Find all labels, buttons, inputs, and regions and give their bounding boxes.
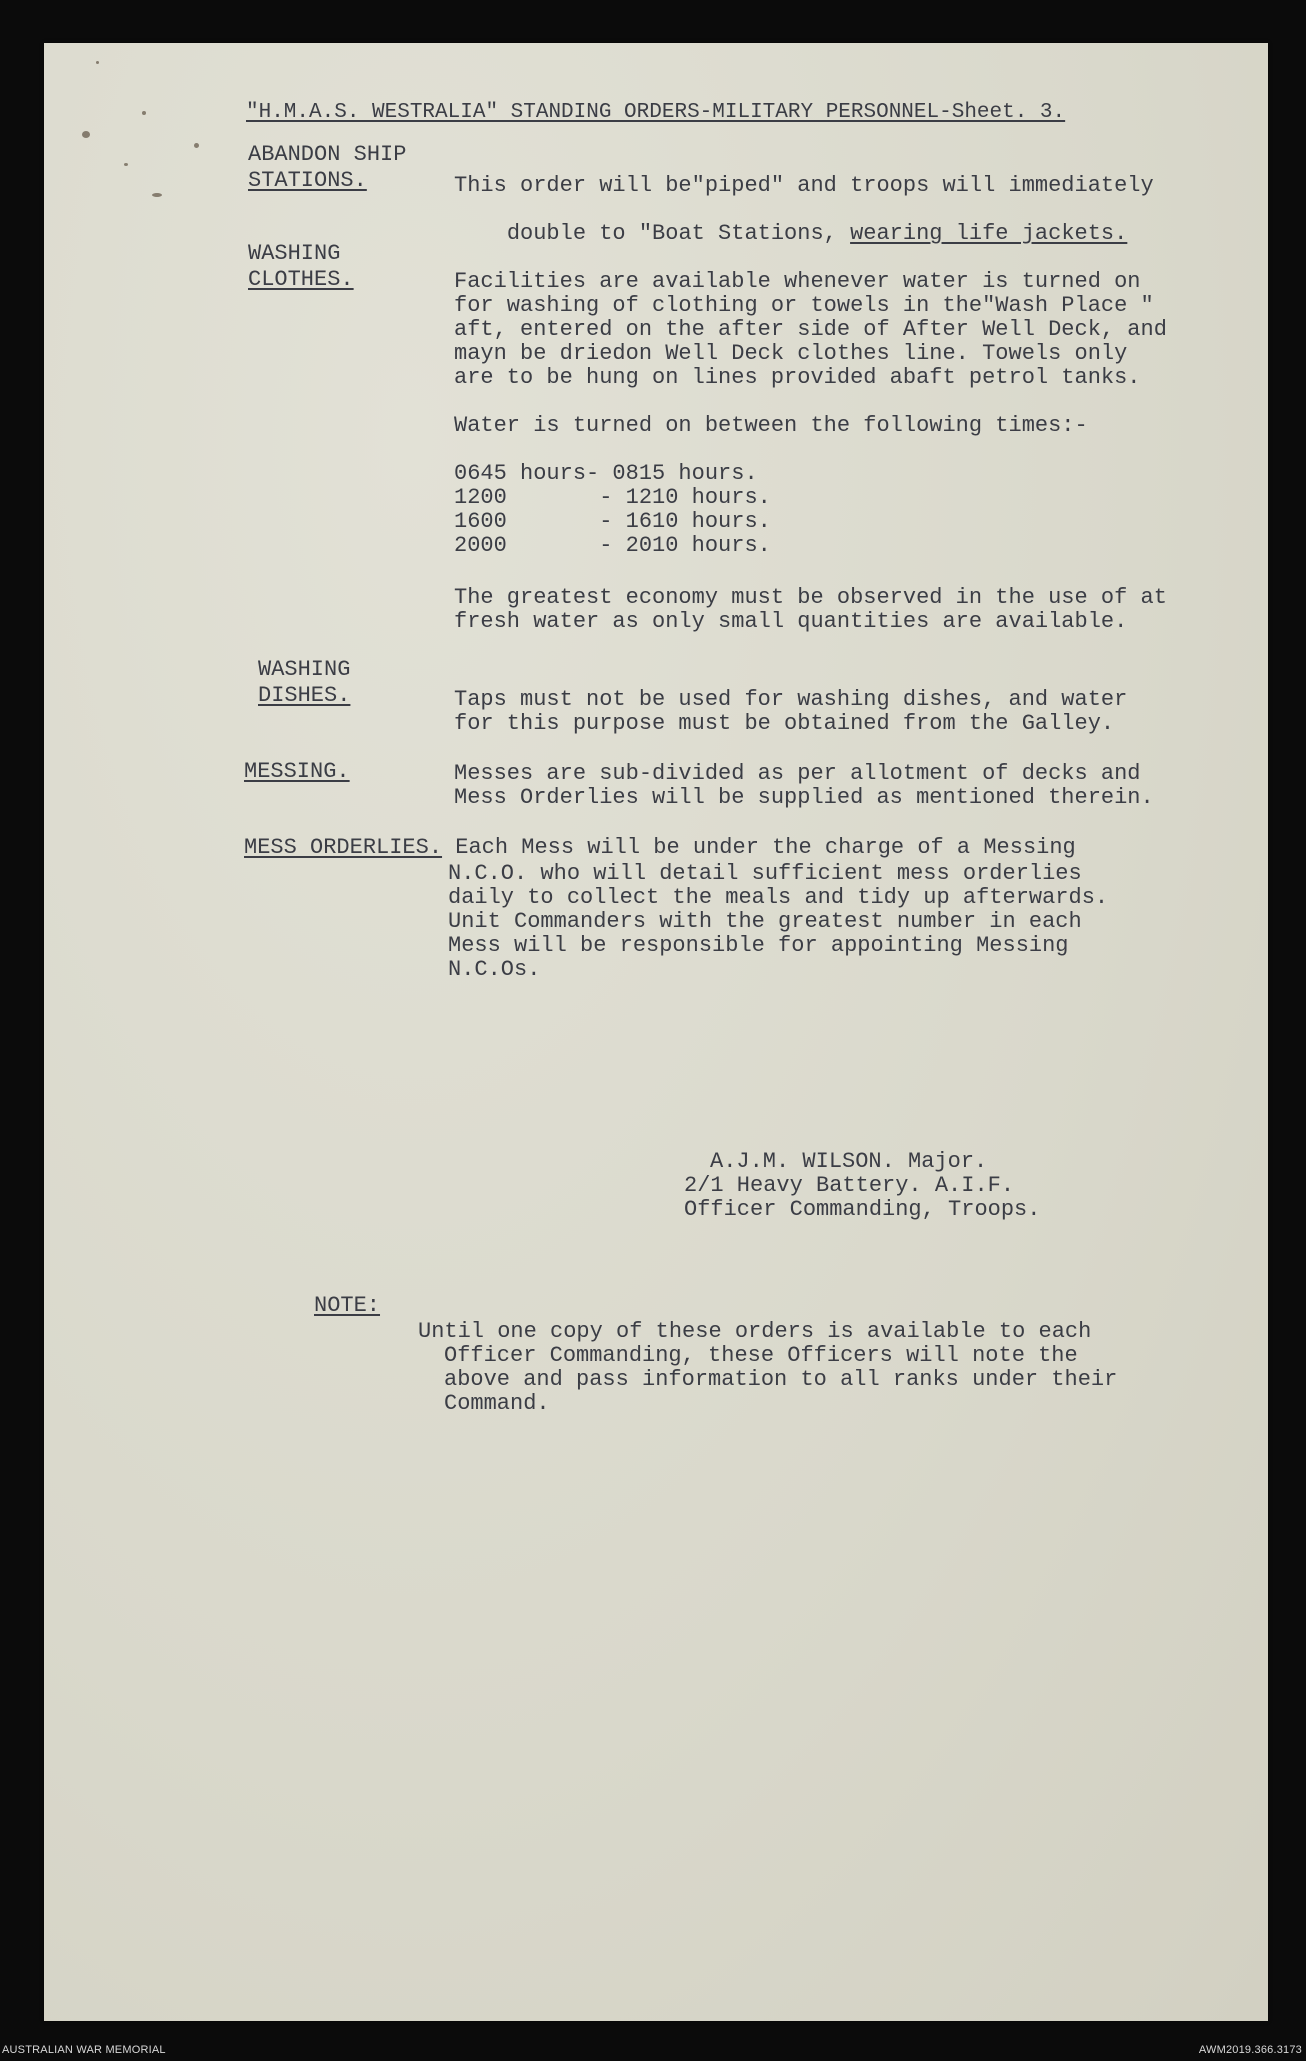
dishes-line: Taps must not be used for washing dishes, and water <box>454 687 1128 712</box>
orderlies-line: N.C.Os. <box>448 957 541 982</box>
clothes-line: for washing of clothing or towels in the"Wash Place " <box>454 293 1154 318</box>
section-heading-orderlies: MESS ORDERLIES. <box>244 835 443 860</box>
clothes-line: Facilities are available whenever water is turned on <box>454 269 1141 294</box>
signature-line: 2/1 Heavy Battery. A.I.F. <box>684 1173 1015 1198</box>
note-line: above and pass information to all ranks under their <box>444 1367 1118 1392</box>
time-row: 0645 hours- 0815 hours. <box>454 461 758 486</box>
abandon-line-emphasis: wearing life jackets. <box>850 221 1128 246</box>
footer-archive-name: AUSTRALIAN WAR MEMORIAL <box>2 2044 166 2056</box>
stain-mark <box>152 193 162 197</box>
stain-mark <box>194 143 199 148</box>
stain-mark <box>124 163 128 166</box>
clothes-line: are to be hung on lines provided abaft petrol tanks. <box>454 365 1141 390</box>
signature-line: Officer Commanding, Troops. <box>684 1197 1041 1222</box>
orderlies-line: daily to collect the meals and tidy up afterwards. <box>448 885 1109 910</box>
time-row: 1200 - 1210 hours. <box>454 485 771 510</box>
stain-mark <box>82 131 90 138</box>
section-heading-clothes-2: CLOTHES. <box>248 267 354 292</box>
stain-mark <box>142 111 146 115</box>
document-header: "H.M.A.S. WESTRALIA" STANDING ORDERS-MILITARY PERSONNEL-Sheet. 3. <box>246 101 1066 124</box>
messing-line: Messes are sub-divided as per allotment of decks and <box>454 761 1141 786</box>
paper-sheet <box>44 43 1268 2021</box>
signature-line: A.J.M. WILSON. Major. <box>710 1149 988 1174</box>
economy-line: fresh water as only small quantities are available. <box>454 609 1128 634</box>
orderlies-first-line <box>244 835 1076 861</box>
stain-mark <box>96 61 99 64</box>
section-heading-abandon-2: STATIONS. <box>248 168 367 193</box>
note-line: Command. <box>444 1391 550 1416</box>
times-intro: Water is turned on between the following times:- <box>454 413 1088 438</box>
time-row: 2000 - 2010 hours. <box>454 533 771 558</box>
orderlies-line: Unit Commanders with the greatest number in each <box>448 909 1082 934</box>
time-row: 1600 - 1610 hours. <box>454 509 771 534</box>
note-line: Until one copy of these orders is available to each <box>418 1319 1092 1344</box>
clothes-line: mayn be driedon Well Deck clothes line. Towels only <box>454 341 1128 366</box>
note-heading: NOTE: <box>314 1293 381 1318</box>
economy-line: The greatest economy must be observed in the use of at <box>454 585 1167 610</box>
dishes-line: for this purpose must be obtained from the Galley. <box>454 711 1115 736</box>
section-heading-dishes: WASHING <box>258 657 351 682</box>
clothes-line: aft, entered on the after side of After Well Deck, and <box>454 317 1167 342</box>
section-heading-clothes: WASHING <box>248 241 341 266</box>
footer-archive-id: AWM2019.366.3173 <box>1198 2044 1302 2056</box>
orderlies-line: Mess will be responsible for appointing Messing <box>448 933 1069 958</box>
orderlies-line: N.C.O. who will detail sufficient mess orderlies <box>448 861 1082 886</box>
section-heading-messing: MESSING. <box>244 759 350 784</box>
abandon-line-text: double to "Boat Stations, <box>506 221 851 246</box>
abandon-line <box>454 195 1127 273</box>
abandon-line: This order will be"piped" and troops will immediately <box>454 173 1154 198</box>
messing-line: Mess Orderlies will be supplied as mentioned therein. <box>454 785 1154 810</box>
section-heading-dishes-2: DISHES. <box>258 683 351 708</box>
section-heading-abandon: ABANDON SHIP <box>248 142 407 167</box>
note-line: Officer Commanding, these Officers will note the <box>444 1343 1078 1368</box>
orderlies-line: Each Mess will be under the charge of a Messing <box>442 835 1076 860</box>
